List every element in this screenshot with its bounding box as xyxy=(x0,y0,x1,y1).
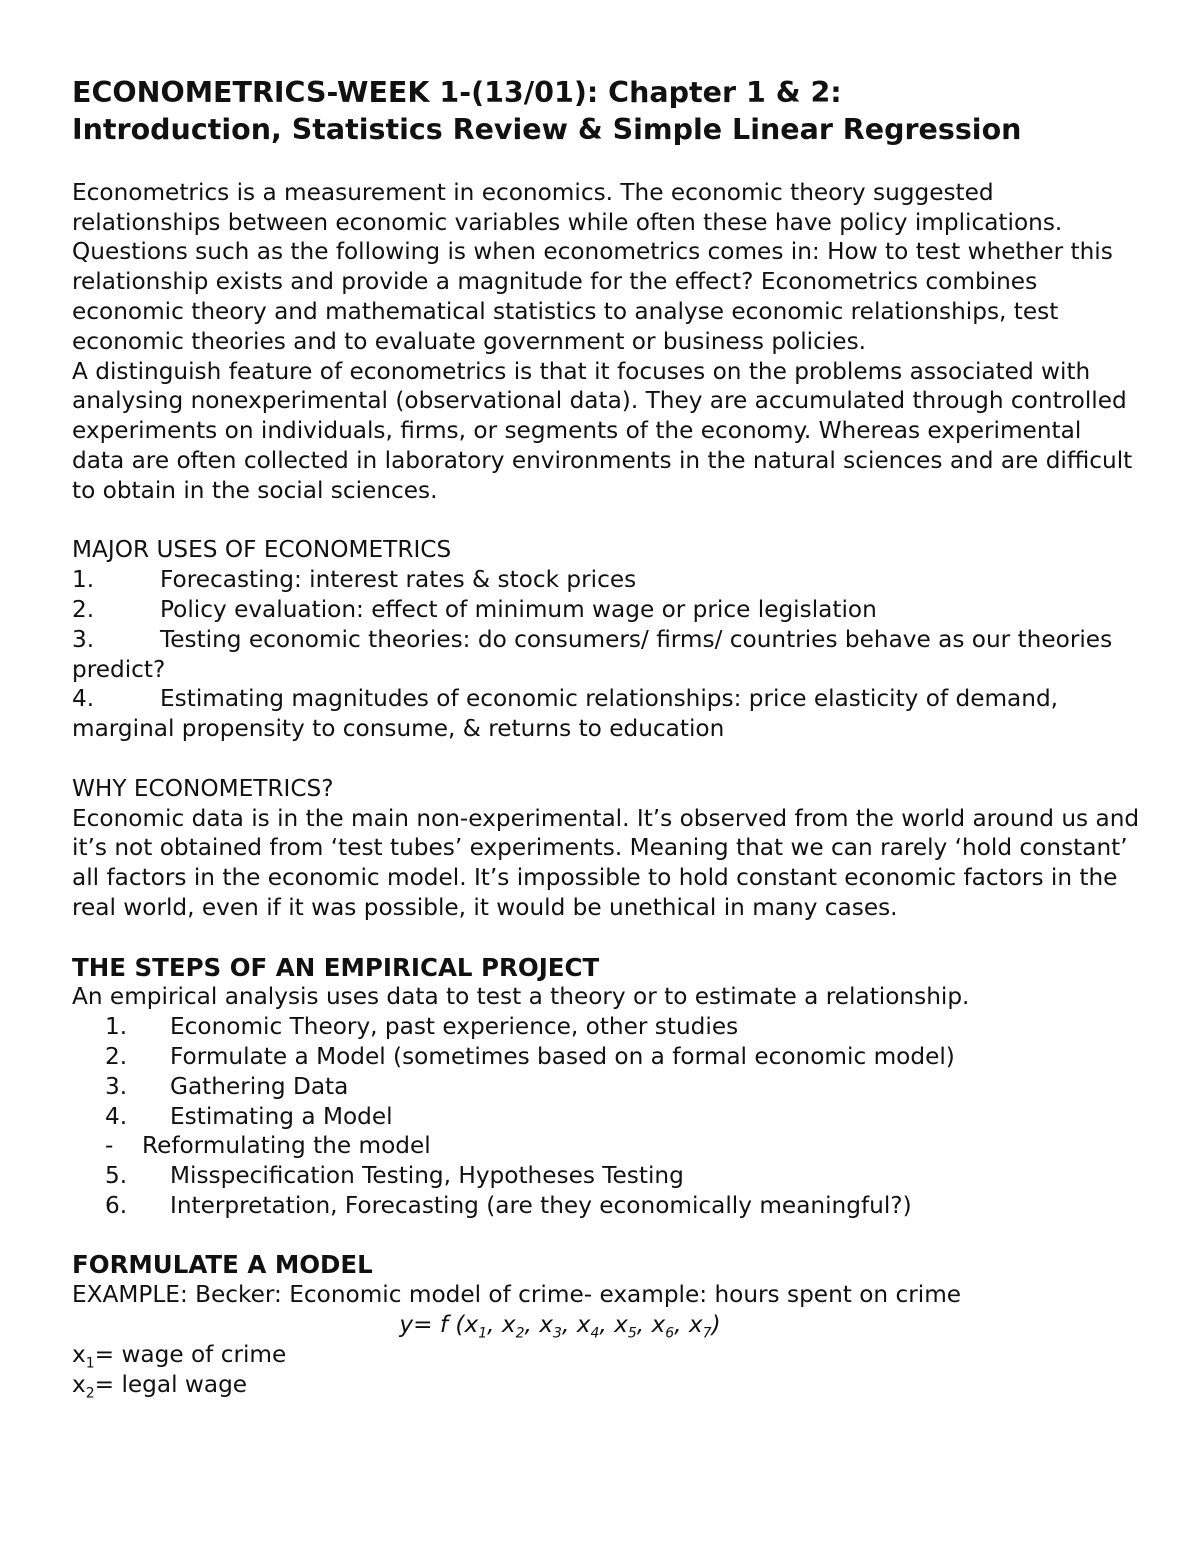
uses-item-number: 1. xyxy=(72,566,95,594)
steps-item-text: Misspecification Testing, Hypotheses Testing xyxy=(170,1162,684,1190)
formula-sub: 6 xyxy=(665,1325,675,1342)
formula-rhs: ) xyxy=(711,1311,721,1339)
variable-text: = legal wage xyxy=(94,1370,248,1398)
steps-item-number: 2. xyxy=(105,1042,128,1070)
formula-var: x xyxy=(464,1311,479,1339)
formula-sub: 5 xyxy=(627,1325,637,1342)
steps-item-1 xyxy=(72,1012,1140,1042)
variable-name: x xyxy=(72,1340,86,1368)
steps-item-2 xyxy=(72,1042,1140,1072)
uses-heading: MAJOR USES OF ECONOMETRICS xyxy=(72,536,452,564)
steps-item-text: Estimating a Model xyxy=(170,1102,393,1130)
steps-item-number: 6. xyxy=(105,1191,128,1219)
variable-definition-2 xyxy=(72,1370,1140,1400)
spacer xyxy=(72,506,1140,536)
steps-item-6 xyxy=(72,1191,1140,1221)
uses-item-number: 3. xyxy=(72,625,95,653)
spacer xyxy=(72,744,1140,774)
why-paragraph: Economic data is in the main non-experimental. It’s observed from the world around us and it’s not obtained from ‘test tubes’ experiments. Meaning that we can rarely ‘hold constant’ all factors in the economic model. It’s impossible to hold constant economic factors in the real world, even if it was possible, it would be unethical in many cases. xyxy=(72,804,1140,921)
spacer xyxy=(72,148,1140,178)
uses-item-2 xyxy=(72,595,1140,625)
variable-sub: 2 xyxy=(85,1385,95,1402)
steps-item-number: 4. xyxy=(105,1102,128,1130)
uses-item-text: Testing economic theories: do consumers/ firms/ countries behave as our theories predict? xyxy=(72,625,1113,683)
uses-item-4 xyxy=(72,684,1140,744)
document-title xyxy=(72,74,1140,148)
steps-item-text: Gathering Data xyxy=(170,1072,349,1100)
steps-heading: THE STEPS OF AN EMPIRICAL PROJECT xyxy=(72,952,600,982)
steps-item-4 xyxy=(72,1102,1140,1132)
title-line-1: ECONOMETRICS-WEEK 1-(13/01): Chapter 1 & 2: xyxy=(72,76,842,109)
formula-sub: 2 xyxy=(515,1325,525,1342)
steps-item-text: Economic Theory, past experience, other studies xyxy=(170,1013,739,1041)
uses-item-number: 2. xyxy=(72,595,95,623)
steps-item-number: 5. xyxy=(105,1162,128,1190)
title-line-2: Introduction, Statistics Review & Simple Linear Regression xyxy=(72,113,1022,146)
steps-item-number: - xyxy=(105,1132,114,1160)
formula-sub: 4 xyxy=(590,1325,600,1342)
variable-name: x xyxy=(72,1370,86,1398)
formula-var: x xyxy=(614,1311,628,1339)
model-heading: FORMULATE A MODEL xyxy=(72,1250,373,1280)
steps-item-number: 3. xyxy=(105,1072,128,1100)
variable-sub: 1 xyxy=(85,1355,95,1372)
spacer xyxy=(72,1221,1140,1251)
formula-var: x xyxy=(688,1311,703,1339)
formula-var: x xyxy=(501,1311,516,1339)
intro-paragraph-2: A distinguish feature of econometrics is that it focuses on the problems associated with analysing nonexperimental (observational data). They are accumulated through controlled experiments on individuals, firms, or segments of the economy. Whereas experimental data are often collected in laboratory environments in the natural sciences and are difficult to obtain in the social sciences. xyxy=(72,357,1133,504)
model-example: EXAMPLE: Becker: Economic model of crime- example: hours spent on crime xyxy=(72,1281,962,1309)
steps-item-text: Reformulating the model xyxy=(142,1132,431,1160)
crime-formula: y= f ($x_1$, $x_2$, $x_3$, $x_4$, $x_5$, $x_6$, $x_7$) xyxy=(399,1311,721,1342)
formula-lhs: y= f ( xyxy=(399,1311,465,1339)
steps-item-text: Interpretation, Forecasting (are they economically meaningful?) xyxy=(170,1191,912,1219)
steps-item-text: Formulate a Model (sometimes based on a formal economic model) xyxy=(170,1042,955,1070)
formula-sub: 3 xyxy=(553,1325,562,1342)
uses-item-text: Policy evaluation: effect of minimum wage or price legislation xyxy=(160,595,877,623)
steps-item-number: 1. xyxy=(105,1013,128,1041)
steps-item-5 xyxy=(72,1161,1140,1191)
uses-item-number: 4. xyxy=(72,685,95,713)
formula-var: x xyxy=(651,1311,666,1339)
formula-var: x xyxy=(539,1311,554,1339)
steps-intro: An empirical analysis uses data to test a theory or to estimate a relationship. xyxy=(72,983,970,1011)
spacer xyxy=(72,923,1140,953)
formula-sub: 7 xyxy=(702,1325,712,1342)
uses-item-text: Forecasting: interest rates & stock prices xyxy=(160,566,637,594)
intro-paragraph-1: Econometrics is a measurement in economics. The economic theory suggested relationships between economic variables while often these have policy implications. Questions such as the following is when econometrics comes in: How to test whether this relationship exists and provide a magnitude for the effect? Econometrics combines economic theory and mathematical statistics to analyse economic relationships, test economic theories and to evaluate government or business policies. xyxy=(72,178,1113,355)
steps-list xyxy=(72,1012,1140,1221)
steps-item-dash xyxy=(72,1131,1140,1161)
uses-item-1 xyxy=(72,565,1140,595)
uses-item-text: Estimating magnitudes of economic relationships: price elasticity of demand, marginal propensity to consume, & returns to education xyxy=(72,685,1059,743)
variable-text: = wage of crime xyxy=(94,1340,287,1368)
formula-sub: 1 xyxy=(478,1325,488,1342)
steps-item-3 xyxy=(72,1072,1140,1102)
uses-item-3 xyxy=(72,625,1140,685)
variable-definition-1 xyxy=(72,1340,1140,1370)
uses-list xyxy=(72,565,1140,744)
formula-var: x xyxy=(576,1311,591,1339)
why-heading: WHY ECONOMETRICS? xyxy=(72,774,334,802)
